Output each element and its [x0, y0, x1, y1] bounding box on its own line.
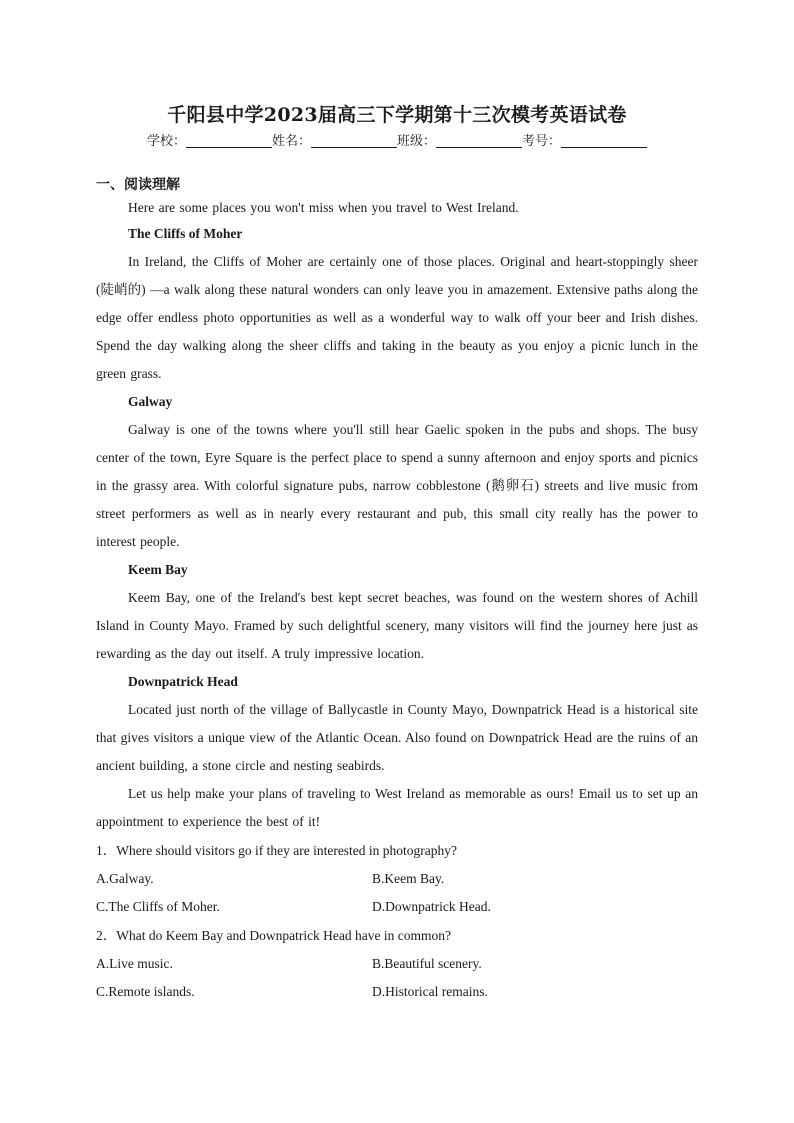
answer-option[interactable]: D.Downpatrick Head.	[372, 899, 491, 914]
place-heading: Galway	[128, 394, 173, 409]
answer-option[interactable]: C.Remote islands.	[96, 984, 195, 999]
name-blank[interactable]	[311, 133, 397, 148]
answer-option[interactable]: B.Beautiful scenery.	[372, 956, 482, 971]
place-paragraph: In Ireland, the Cliffs of Moher are certainly one of those places. Original and heart-stoppingly sheer (陡峭的) —a walk along these natural wonders can only leave you in amazement. Extensive paths along the edge offer endless photo opportunities as well as a wonderful way to walk off your beer and Irish dishes. Spend the day walking along the sheer cliffs and taking in the beauty as you enjoy a picnic lunch in the green grass.	[96, 254, 698, 381]
place-paragraph: Keem Bay, one of the Ireland's best kept secret beaches, was found on the western shores of Achill Island in County Mayo. Framed by such delightful scenery, many visitors will find the journey here just as rewarding as the day out itself. A truly impressive location.	[96, 590, 698, 661]
answer-option[interactable]: A.Galway.	[96, 871, 154, 886]
answer-option[interactable]: B.Keem Bay.	[372, 871, 445, 886]
student-info-line	[96, 130, 698, 154]
class-label: 班级：	[397, 134, 437, 149]
school-label: 学校：	[146, 134, 186, 149]
class-blank[interactable]	[436, 133, 522, 148]
answer-option[interactable]: D.Historical remains.	[372, 984, 488, 999]
section-heading: 一、阅读理解	[96, 177, 180, 193]
exam-number-blank[interactable]	[561, 133, 647, 148]
question-stem: 1．Where should visitors go if they are interested in photography?	[96, 843, 458, 858]
place-heading: The Cliffs of Moher	[128, 226, 243, 241]
exam-title: 千阳县中学2023届高三下学期第十三次模考英语试卷	[167, 104, 627, 126]
answer-options	[96, 865, 698, 921]
answer-option[interactable]: C.The Cliffs of Moher.	[96, 899, 220, 914]
exam-number-label: 考号：	[522, 134, 562, 149]
place-heading: Downpatrick Head	[128, 674, 238, 689]
answer-option[interactable]: A.Live music.	[96, 956, 173, 971]
closing-paragraph: Let us help make your plans of traveling to West Ireland as memorable as ours! Email us to set up an appointment to experience the best of it!	[96, 786, 698, 829]
passage-intro: Here are some places you won't miss when you travel to West Ireland.	[128, 200, 519, 215]
school-blank[interactable]	[186, 133, 272, 148]
place-paragraph: Galway is one of the towns where you'll still hear Gaelic spoken in the pubs and shops. The busy center of the town, Eyre Square is the perfect place to spend a sunny afternoon and enjoy sports and picnics in the grassy area. With colorful signature pubs, narrow cobblestone (鹅卵石) streets and live music from street performers as well as in nearly every restaurant and pub, this small city really has the power to interest people.	[96, 422, 698, 549]
name-label: 姓名：	[271, 134, 311, 149]
answer-options	[96, 950, 698, 1006]
place-heading: Keem Bay	[128, 562, 188, 577]
exam-page	[96, 100, 698, 1006]
place-paragraph: Located just north of the village of Ballycastle in County Mayo, Downpatrick Head is a historical site that gives visitors a unique view of the Atlantic Ocean. Also found on Downpatrick Head are the ruins of an ancient building, a stone circle and nesting seabirds.	[96, 702, 698, 773]
question-stem: 2．What do Keem Bay and Downpatrick Head have in common?	[96, 928, 452, 943]
